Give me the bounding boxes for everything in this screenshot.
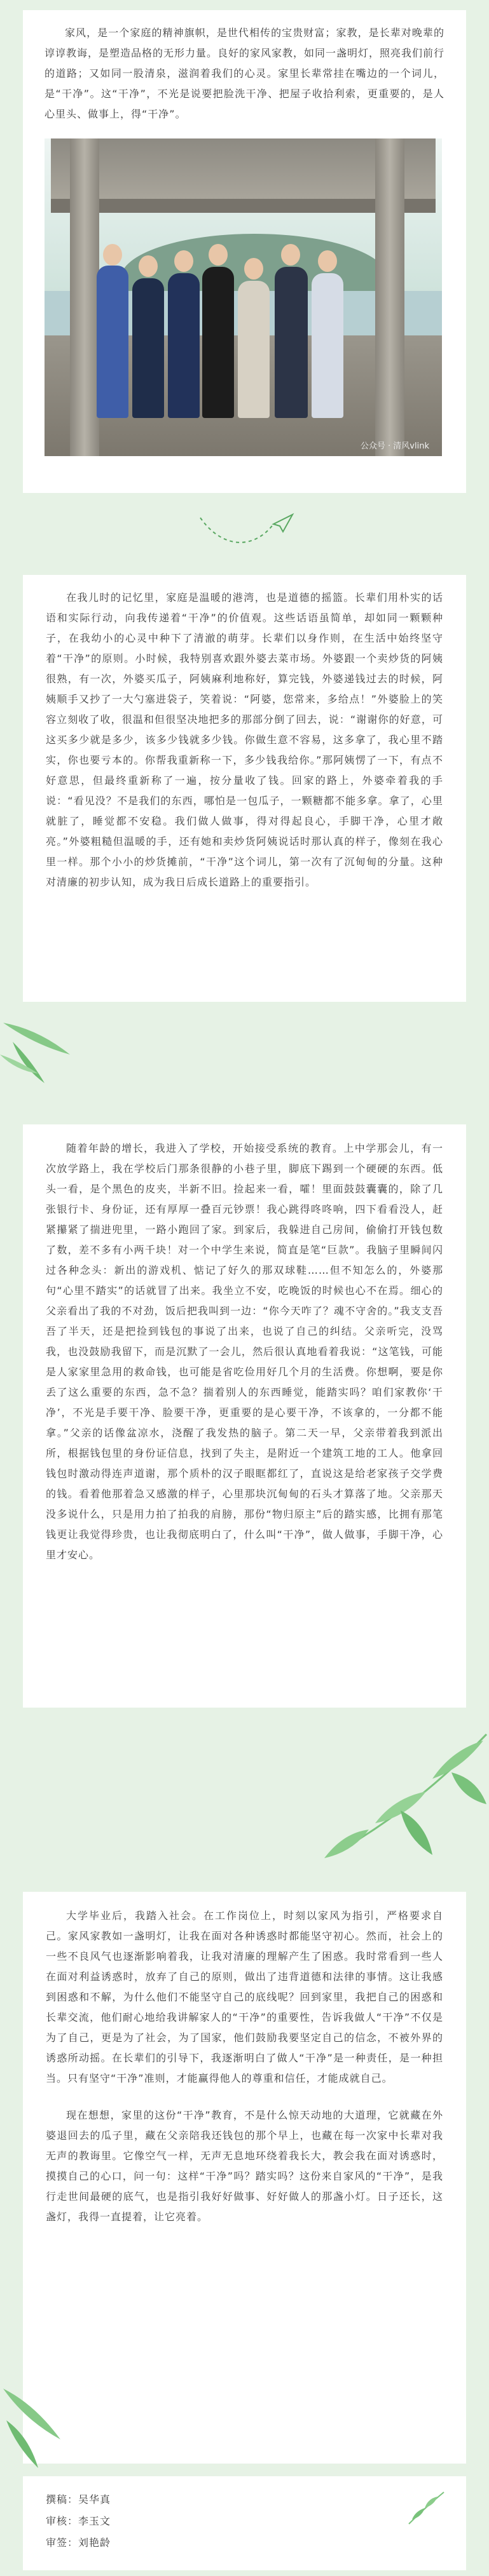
- growth-card: [23, 1892, 466, 2464]
- childhood-paragraph: 在我儿时的记忆里，家庭是温暖的港湾，也是道德的摇篮。长辈们用朴实的话语和实际行动，向我传递着“干净”的价值观。这些话语虽简单，却如同一颗颗种子，在我幼小的心灵中种下了清澈的萌芽。长辈们以身作则，在生活中始终坚守着“干净”的原则。小时候，我特别喜欢跟外婆去菜市场。外婆跟一个卖炒货的阿姨很熟，有一次，外婆买瓜子，阿姨麻利地称好，算完钱，外婆递钱过去的时候，阿姨顺手又抄了一大勺塞进袋子，笑着说：“阿婆，您常来，多给点！”外婆脸上的笑容立刻收了收，很温和但很坚决地把多的那部分倒了回去，说：“谢谢你的好意，可这买多少就是多少，该多少钱就多少钱。你做生意不容易，这多拿了，我心里不踏实，你也要亏本的。你帮我重新称一下，多少钱我给你。”那阿姨愣了一下，有点不好意思，但最终重新称了一遍，按分量收了钱。回家的路上，外婆牵着我的手说：“看见没？不是我们的东西，哪怕是一包瓜子，一颗糖都不能多拿。拿了，心里就脏了，睡觉都不安稳。我们做人做事，得对得起良心，手脚干净，心里才敞亮。”外婆粗糙但温暖的手，还有她和卖炒货阿姨说话时那认真的样子，像刻在我心里一样。那个小小的炒货摊前，“干净”这个词儿，第一次有了沉甸甸的分量。这种对清廉的初步认知，成为我日后成长道路上的重要指引。: [46, 591, 443, 888]
- work-paragraph: 大学毕业后，我踏入社会。在工作岗位上，时刻以家风为指引，严格要求自己。家风家教如一盏明灯，让我在面对各种诱惑时都能坚守初心。然而，社会上的一些不良风气也逐渐影响着我，让我对清廉的理解产生了困惑。我时常看到一些人在面对利益诱惑时，放弃了自己的原则，做出了违背道德和法律的事情。这让我感到困惑和不解，为什么他们不能坚守自己的底线呢？回到家里，我把自己的困惑和长辈交流，他们耐心地给我讲解家人的“干净”的重要性，告诉我做人“干净”不仅是为了自己，更是为了社会，为了国家，他们鼓励我要坚定自己的信念，不被外界的诱惑所动摇。在长辈们的引导下，我逐渐明白了做人“干净”是一种责任，是一种担当。只有坚守“干净”准则，才能赢得他人的尊重和信任，才能成就自己。: [46, 1910, 443, 2084]
- photo-watermark: 公众号 · 清风vlink: [360, 442, 429, 451]
- school-paragraph: 随着年龄的增长，我进入了学校，开始接受系统的教育。上中学那会儿，有一次放学路上，我在学校后门那条很静的小巷子里，脚底下踢到一个硬硬的东西。低头一看，是个黑色的皮夹，半新不旧。捡起来一看，嚯！里面鼓鼓囊囊的，除了几张银行卡、身份证，还有厚厚一叠百元钞票！我心跳得咚咚响，四下看看没人，赶紧攥紧了揣进兜里，一路小跑回了家。到家后，我躲进自己房间，偷偷打开钱包数了数，差不多有小两千块！对一个中学生来说，简直是笔“巨款”。我脑子里瞬间闪过各种念头：新出的游戏机、惦记了好久的那双球鞋……但不知怎么的，外婆那句“心里不踏实”的话就冒了出来。我坐立不安，吃晚饭的时候也心不在焉。细心的父亲看出了我的不对劲，饭后把我叫到一边：“你今天咋了？魂不守舍的。”我支支吾吾了半天，还是把捡到钱包的事说了出来，也说了自己的纠结。父亲听完，没骂我，也没鼓励我留下，而是沉默了一会儿，然后很认真地看着我说：“这笔钱，可能是人家家里急用的救命钱，也可能是省吃俭用好几个月的生活费。你想啊，要是你丢了这么重要的东西，急不急？揣着别人的东西睡觉，能踏实吗？咱们家教你‘干净’，不光是手要干净、脸要干净，更重要的是心要干净，不该拿的，一分都不能拿。”父亲的话像盆凉水，浇醒了我发热的脑子。第二天一早，父亲带着我到派出所，根据钱包里的身份证信息，找到了失主，是附近一个建筑工地的工人。他拿回钱包时激动得连声道谢，那个质朴的汉子眼眶都红了，直说这是给老家孩子交学费的钱。看着他那着急又感激的样子，心里那块沉甸甸的石头才算落了地。父亲那天没多说什么，只是用力拍了拍我的肩膀，那份“物归原主”后的踏实感，比拥有那笔钱更让我觉得珍贵，也让我彻底明白了，什么叫“干净”，做人做事，手脚干净，心里才安心。: [46, 1142, 443, 1561]
- bamboo-leaf-icon: [0, 2376, 70, 2471]
- intro-paragraph: 家风，是一个家庭的精神旗帜，是世代相传的宝贵财富；家教，是长辈对晚辈的谆谆教诲，是塑造品格的无形力量。良好的家风家教，如同一盏明灯，照亮我们前行的道路；又如同一股清泉，滋润着我们的心灵。家里长辈常挂在嘴边的一个词儿，是“干净”。这“干净”，不光是说要把脸洗干净、把屋子收拾利索，更重要的，是人心里头、做事上，得“干净”。: [45, 27, 445, 120]
- childhood-card: [23, 575, 466, 1002]
- reflection-paragraph: 现在想想，家里的这份“干净”教育，不是什么惊天动地的大道理，它就藏在外婆退回去的瓜子里，藏在父亲陪我还钱包的那个早上，也藏在每一次家中长辈对我无声的教诲里。它像空气一样，无声无息地环绕着我长大，教会我在面对诱惑时，摸摸自己的心口，问一句：这样“干净”吗？踏实吗？这份来自家风的“干净”，是我行走世间最硬的底气，也是指引我好好做事、好好做人的那盏小灯。日子还长，这盏灯，我得一直提着，让它亮着。: [46, 2109, 443, 2223]
- bamboo-leaf-icon: [0, 1016, 76, 1086]
- credit-line-writer: 撰稿：吴华真: [46, 2493, 111, 2505]
- credit-line-approver: 审签：刘艳龄: [46, 2537, 111, 2549]
- credits-card: [23, 2476, 466, 2570]
- bamboo-branch-icon: [305, 1722, 489, 1874]
- credit-line-reviewer: 审核：李玉文: [46, 2515, 111, 2527]
- paper-plane-icon: [197, 505, 299, 550]
- school-card: [23, 1124, 466, 1708]
- family-photo: [45, 138, 442, 456]
- leaf-sprig-icon: [403, 2489, 447, 2527]
- intro-card: [23, 10, 466, 493]
